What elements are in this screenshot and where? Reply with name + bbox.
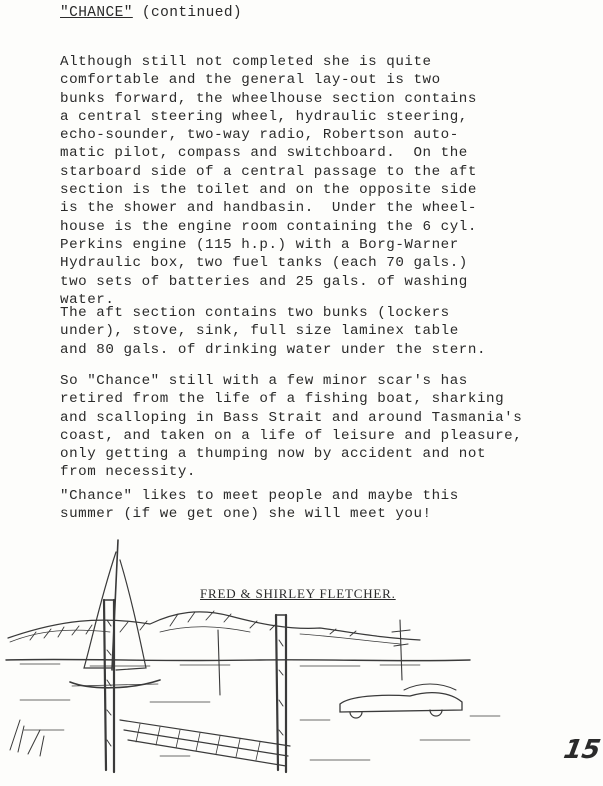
continued-heading bbox=[60, 5, 242, 21]
paragraph-invitation: "Chance" likes to meet people and maybe this summer (if we get one) she will meet you! bbox=[60, 488, 459, 523]
author-signature: FRED & SHIRLEY FLETCHER. bbox=[200, 586, 396, 601]
paragraph-layout: Although still not completed she is quite comfortable and the general lay-out is two bunks forward, the wheelhouse section contains a central steering wheel, hydraulic steering, echo-sounder, two-way radio, Robertson auto- matic pilot, compass and switchboard. On the starboard side of a central passage to the aft section is the toilet and on the opposite side is the shower and handbasin. Under the wheel- house is the engine room containing the 6 cyl. Perkins engine (115 h.p.) with a Borg-Warner Hydraulic box, two fuel tanks (each 70 gals.) two sets of batteries and 25 gals. of washing water. bbox=[60, 54, 477, 308]
paragraph-aft-section: The aft section contains two bunks (lockers under), stove, sink, full size laminex table and 80 gals. of drinking water under the stern. bbox=[60, 305, 487, 358]
page-number: 15 bbox=[561, 735, 603, 765]
harbour-sketch-illustration bbox=[0, 520, 596, 786]
heading-suffix: (continued) bbox=[132, 5, 243, 21]
heading-title: "CHANCE" bbox=[60, 5, 133, 21]
paragraph-retirement: So "Chance" still with a few minor scar's has retired from the life of a fishing boat, sharking and scalloping in Bass Strait and around Tasmania's coast, and taken on a life of leisure and pleasure, only getting a thumping now by accident and not from necessity. bbox=[60, 373, 523, 481]
